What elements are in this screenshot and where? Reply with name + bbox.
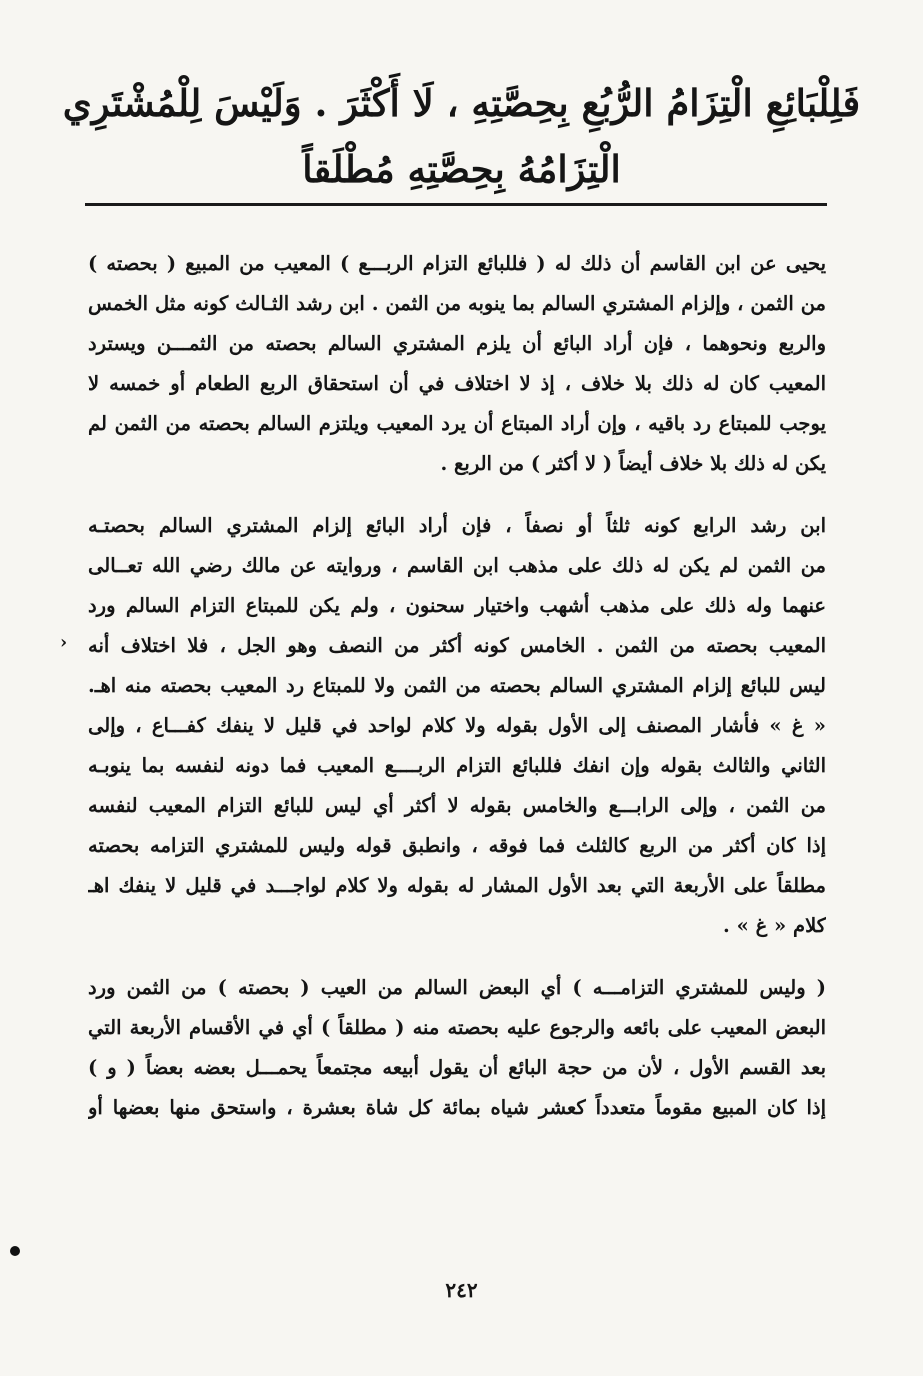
matn-heading <box>60 70 863 202</box>
paragraph-3 <box>88 968 826 1128</box>
text-line: ( وليس للمشتري التزامـــه ) أي البعض السالم من العيب ( بحصته ) من الثمن ورد <box>88 976 826 999</box>
text-line: ليس للبائع إلزام المشتري السالم بحصته من الثمن ولا للمبتاع رد المعيب بحصته منه اهـ. <box>88 674 826 697</box>
paragraph-gap <box>88 946 826 968</box>
paragraph-2 <box>88 506 826 946</box>
text-line: ابن رشد الرابع كونه ثلثاً أو نصفاً ، فإن أراد البائع إلزام المشتري السالم بحصتـه <box>88 514 826 537</box>
text-line: البعض المعيب على بائعه والرجوع عليه بحصته منه ( مطلقاً ) أي في الأقسام الأربعة التي <box>88 1016 826 1039</box>
margin-dot <box>10 1246 20 1256</box>
text-line: يكن له ذلك بلا خلاف أيضاً ( لا أكثر ) من الربع . <box>440 452 826 475</box>
text-line: والربع ونحوهما ، فإن أراد البائع أن يلزم المشتري السالم بحصته من الثمـــن ويسترد <box>88 332 826 355</box>
paragraph-gap <box>88 484 826 506</box>
text-line: كلام « غ » . <box>723 914 826 937</box>
text-line: عنهما وله ذلك على مذهب أشهب واختيار سحنون ، ولم يكن للمبتاع التزام السالم ورد <box>88 594 826 617</box>
heading-line-1: فَلِلْبَائِعِ الْتِزَامُ الرُّبُعِ بِحِصَّتِهِ ، لَا أَكْثَرَ . وَلَيْسَ لِلْمُشْتَرِي <box>62 81 861 125</box>
text-line: من الثمن لم يكن له ذلك على مذهب ابن القاسم ، وروايته عن مالك رضي الله تعــالى <box>88 554 826 577</box>
margin-mark: ‹ <box>60 632 68 653</box>
text-line: يحيى عن ابن القاسم أن ذلك له ( فللبائع التزام الربـــع ) المعيب من المبيع ( بحصته ) <box>88 252 826 275</box>
page-number: ٢٤٢ <box>445 1278 478 1302</box>
text-line: إذا كان أكثر من الربع كالثلث فما فوقه ، وانطبق قوله وليس للمشتري التزامه بحصته <box>88 834 826 857</box>
commentary-body <box>88 244 826 1128</box>
heading-divider <box>85 203 827 206</box>
paragraph-1 <box>88 244 826 484</box>
text-line: إذا كان المبيع مقوماً متعدداً كعشر شياه بمائة كل شاة بعشرة ، واستحق منها بعضها أو <box>88 1096 826 1119</box>
text-line: يوجب للمبتاع رد باقيه ، وإن أراد المبتاع أن يرد المعيب ويلتزم السالم بحصته من الثمن لم <box>88 412 826 435</box>
text-line: الثاني والثالث بقوله وإن انفك فللبائع التزام الربــــع المعيب فما دونه لنفسه بما ينوبـه <box>88 754 826 777</box>
heading-line-2: الْتِزَامُهُ بِحِصَّتِهِ مُطْلَقاً <box>302 147 621 191</box>
text-line: مطلقاً على الأربعة التي بعد الأول المشار له بقوله ولا كلام لواجـــد في قليل لا ينفك اهـ <box>88 874 826 897</box>
text-line: « غ » فأشار المصنف إلى الأول بقوله ولا كلام لواحد في قليل لا ينفك كفـــاع ، وإلى <box>88 714 826 737</box>
text-line: من الثمن ، وإلزام المشتري السالم بما ينوبه من الثمن . ابن رشد الثـالث كونه مثل الخمس <box>88 292 826 315</box>
text-line: بعد القسم الأول ، لأن من حجة البائع أن يقول أبيعه مجتمعاً يحمـــل بعضه بعضاً ( و ) <box>88 1056 826 1079</box>
text-line: من الثمن ، وإلى الرابـــع والخامس بقوله لا أكثر أي ليس للبائع التزام المعيب لنفسه <box>88 794 826 817</box>
text-line: المعيب كان له ذلك بلا خلاف ، إذ لا اختلاف في أن استحقاق الربع الطعام أو خمسه لا <box>88 372 826 395</box>
text-line: المعيب بحصته من الثمن . الخامس كونه أكثر من النصف وهو الجل ، فلا اختلاف أنه <box>88 634 826 657</box>
